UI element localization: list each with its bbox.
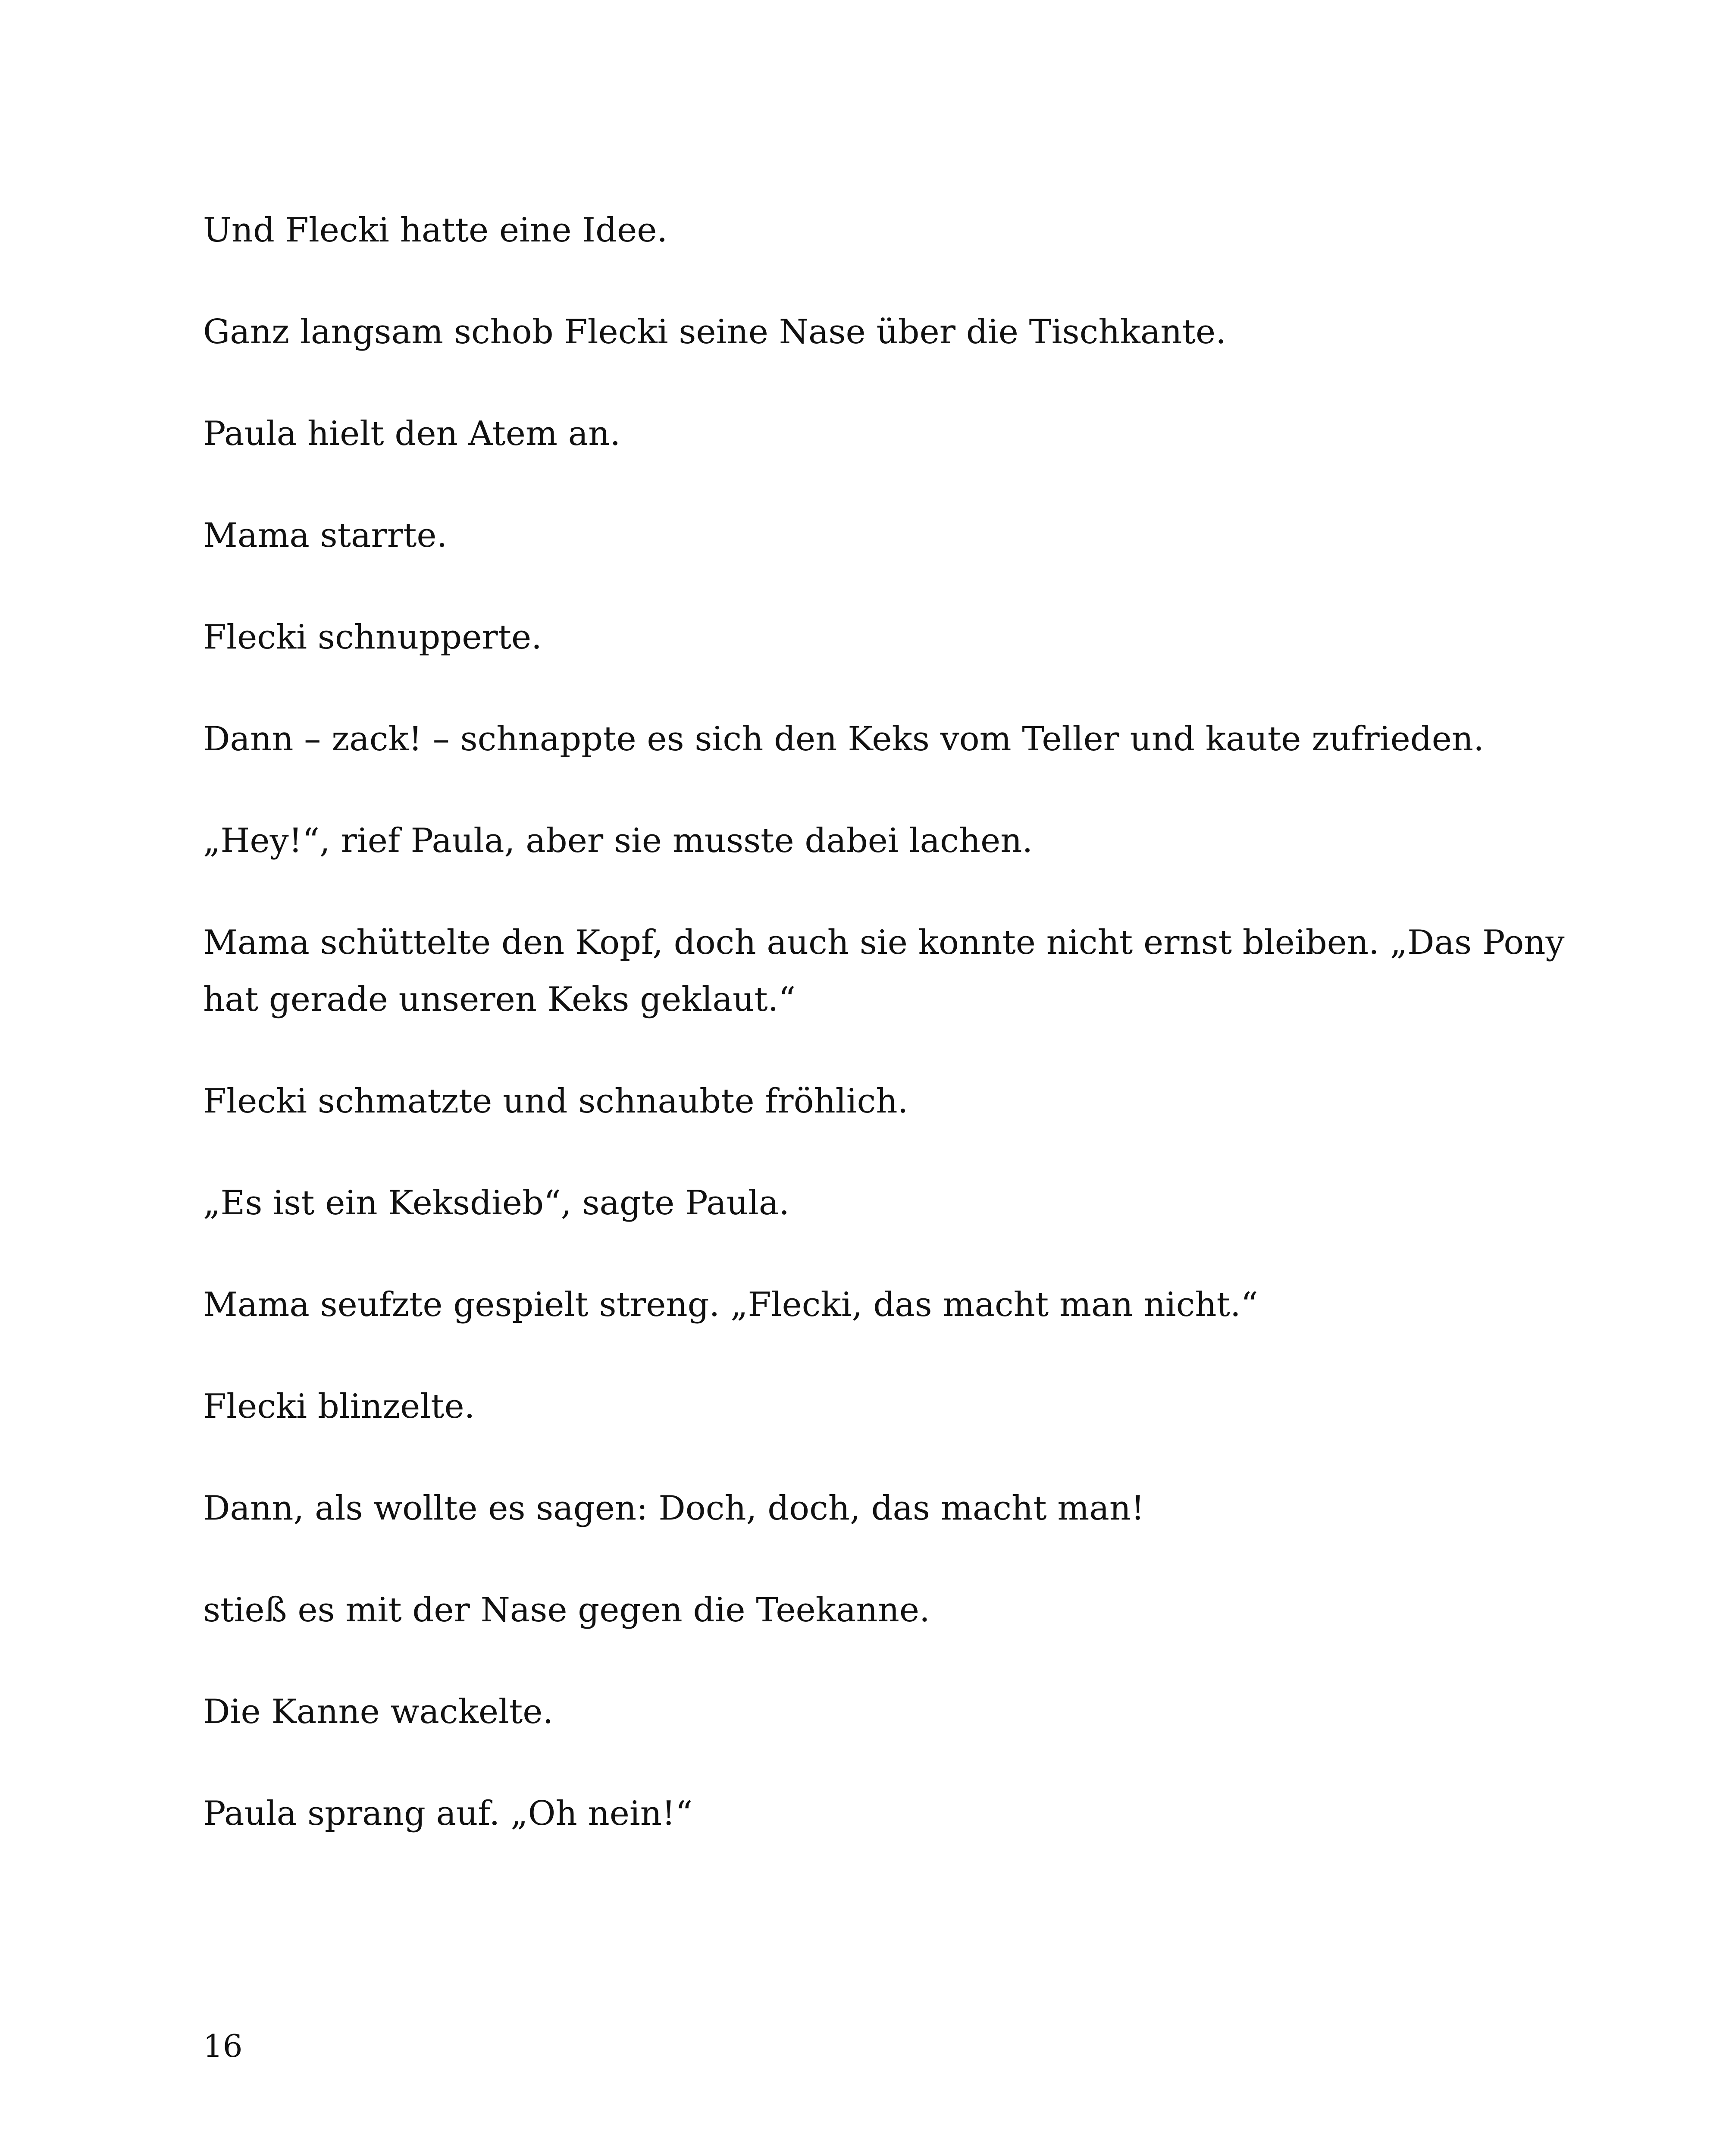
paragraph: Mama seufzte gespielt streng. „Flecki, das macht man nicht.“: [203, 1285, 1258, 1324]
paragraph: Flecki blinzelte.: [203, 1387, 475, 1426]
story-text: [203, 202, 1570, 1887]
paragraph: Mama starrte.: [203, 516, 448, 555]
paragraph: Paula hielt den Atem an.: [203, 414, 621, 453]
paragraph: Dann – zack! – schnappte es sich den Keks vom Teller und kaute zufrieden.: [203, 720, 1484, 758]
paragraph: Mama schüttelte den Kopf, doch auch sie konnte nicht ernst bleiben. „Das Pony hat gerade unseren Keks geklaut.“: [203, 923, 1565, 1019]
paragraph: „Es ist ein Keksdieb“, sagte Paula.: [203, 1184, 790, 1222]
paragraph: Flecki schmatzte und schnaubte fröhlich.: [203, 1082, 908, 1121]
paragraph: Flecki schnupperte.: [203, 618, 542, 657]
paragraph: Paula sprang auf. „Oh nein!“: [203, 1794, 693, 1833]
paragraph: stieß es mit der Nase gegen die Teekanne.: [203, 1591, 930, 1630]
paragraph: Ganz langsam schob Flecki seine Nase über die Tischkante.: [203, 313, 1226, 351]
paragraph: Die Kanne wackelte.: [203, 1692, 554, 1731]
paragraph: Dann, als wollte es sagen: Doch, doch, das macht man!: [203, 1489, 1145, 1528]
page-number: 16: [203, 2028, 243, 2064]
paragraph: „Hey!“, rief Paula, aber sie musste dabei lachen.: [203, 821, 1033, 860]
paragraph: Und Flecki hatte eine Idee.: [203, 211, 668, 250]
